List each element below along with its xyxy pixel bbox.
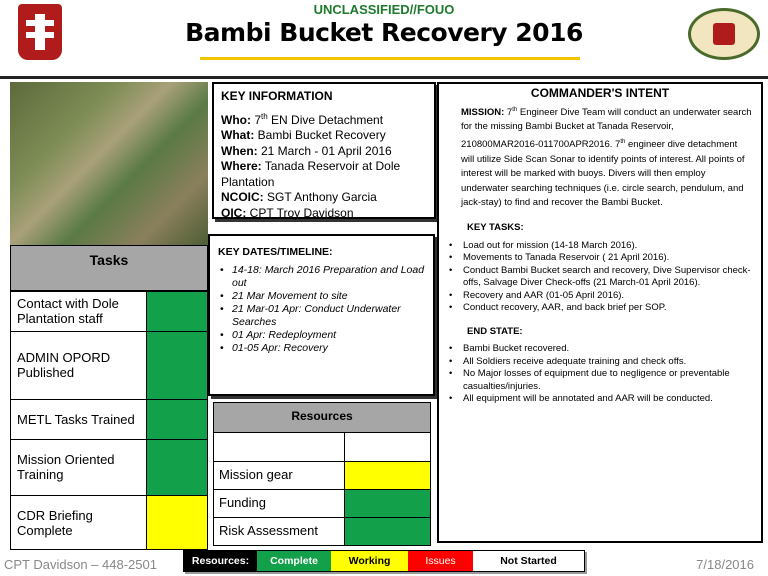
what-line: What: Bambi Bucket Recovery — [221, 128, 386, 142]
timeline-item: • 14-18: March 2016 Preparation and Load out — [218, 264, 425, 290]
resource-status — [345, 490, 430, 517]
task-status — [147, 400, 207, 439]
resource-label — [214, 433, 345, 461]
task-label: Contact with Dole Plantation staff — [11, 292, 147, 331]
timeline-item: • 01 Apr: Redeployment — [218, 329, 425, 342]
task-row — [11, 495, 207, 549]
who-line: Who: 7th EN Dive Detachment — [221, 111, 384, 127]
legend-issues: Issues — [408, 551, 473, 571]
classification-banner: UNCLASSIFIED//FOUO — [313, 2, 455, 17]
task-row — [11, 399, 207, 439]
key-task-item: • Recovery and AAR (01-05 April 2016). — [447, 290, 753, 303]
satellite-map-image — [10, 82, 208, 245]
resource-label: Funding — [214, 490, 345, 517]
resource-status — [345, 433, 430, 461]
resource-row — [214, 433, 430, 461]
task-row — [11, 331, 207, 399]
resource-status — [345, 462, 430, 489]
commanders-intent-box — [437, 82, 763, 543]
task-status — [147, 332, 207, 399]
header-divider — [0, 76, 768, 79]
title-underline — [200, 57, 580, 60]
legend-not-started: Not Started — [473, 551, 584, 571]
resource-row — [214, 489, 430, 517]
key-task-item: • Conduct Bambi Bucket search and recovery, Dive Supervisor check-offs, Salvage Diver Check-offs (21 March-01 April 2016). — [447, 265, 753, 290]
footer-contact: CPT Davidson – 448-2501 — [4, 557, 157, 572]
task-label: Mission Oriented Training — [11, 440, 147, 495]
key-information-box — [212, 82, 436, 219]
task-status — [147, 292, 207, 331]
resource-label: Risk Assessment — [214, 518, 345, 545]
resources-header: Resources — [214, 403, 430, 433]
ncoic-line: NCOIC: SGT Anthony Garcia — [221, 190, 377, 204]
timeline-item: • 21 Mar Movement to site — [218, 290, 425, 303]
task-row — [11, 439, 207, 495]
task-status — [147, 496, 207, 549]
task-label: METL Tasks Trained — [11, 400, 147, 439]
tasks-table — [10, 245, 208, 550]
task-label: ADMIN OPORD Published — [11, 332, 147, 399]
key-dates-title: KEY DATES/TIMELINE: — [218, 246, 333, 258]
resource-label: Mission gear — [214, 462, 345, 489]
end-state-item: • No Major losses of equipment due to negligence or preventable casualties/injuries. — [447, 368, 753, 393]
resource-row — [214, 517, 430, 545]
end-state-item: • All equipment will be annotated and AAR will be conducted. — [447, 393, 753, 406]
status-legend — [183, 550, 585, 572]
page-title: Bambi Bucket Recovery 2016 — [185, 18, 583, 47]
key-task-item: • Conduct recovery, AAR, and back brief per SOP. — [447, 302, 753, 315]
task-label: CDR Briefing Complete — [11, 496, 147, 549]
resource-status — [345, 518, 430, 545]
where-line: Where: Tanada Reservoir at Dole Plantation — [221, 159, 401, 189]
key-task-item: • Load out for mission (14-18 March 2016). — [447, 240, 753, 253]
key-dates-box — [208, 234, 435, 396]
timeline-item: • 21 Mar-01 Apr: Conduct Underwater Searches — [218, 303, 425, 329]
task-status — [147, 440, 207, 495]
timeline-item: • 01-05 Apr: Recovery — [218, 342, 425, 355]
legend-complete: Complete — [257, 551, 331, 571]
key-info-title: KEY INFORMATION — [221, 89, 333, 103]
when-line: When: 21 March - 01 April 2016 — [221, 143, 392, 158]
footer-date: 7/18/2016 — [696, 557, 754, 572]
task-row — [11, 291, 207, 331]
mission-statement: MISSION: 7th Engineer Dive Team will conduct an underwater search for the missing Bambi Bucket at Tanada Reservoir, 210800MAR2016-011700APR2016. 7th engineer dive detachment will utilize Side Scan Sonar to identify points of interest. All points of interest will be marked with buoys. Divers will then employ underwater searching techniques (i.e. circle search, pendulum, and jack-stay) to find and recover the Bambi Bucket. — [461, 106, 752, 209]
key-tasks-title: KEY TASKS: — [467, 222, 524, 234]
resources-table — [213, 402, 431, 546]
end-state-title: END STATE: — [467, 325, 523, 337]
end-state-item: • All Soldiers receive adequate training and check offs. — [447, 356, 753, 369]
commanders-intent-title: COMMANDER'S INTENT — [530, 86, 670, 100]
legend-label: Resources: — [184, 551, 257, 571]
resource-row — [214, 461, 430, 489]
tasks-header: Tasks — [11, 246, 207, 291]
legend-working: Working — [331, 551, 408, 571]
end-state-item: • Bambi Bucket recovered. — [447, 343, 753, 356]
key-task-item: • Movements to Tanada Reservoir ( 21 April 2016). — [447, 252, 753, 265]
oic-line: OIC: CPT Troy Davidson — [221, 205, 354, 220]
